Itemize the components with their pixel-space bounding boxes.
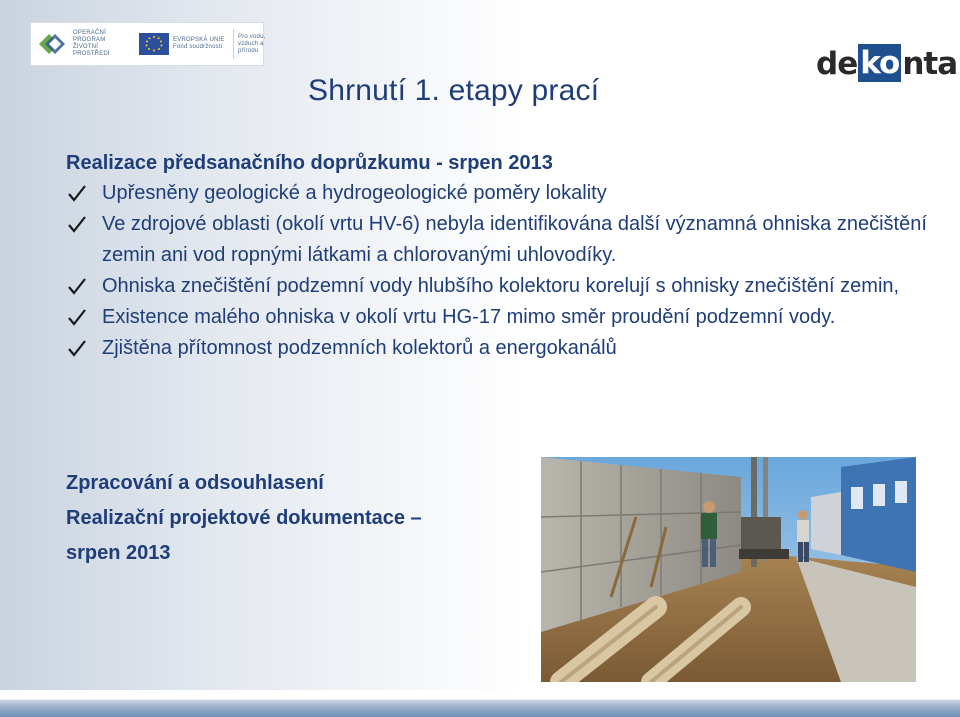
drilling-site-photo bbox=[541, 457, 916, 682]
water-text bbox=[238, 34, 278, 55]
eu-line1: EVROPSKÁ UNIE bbox=[173, 37, 225, 43]
list-item bbox=[66, 302, 946, 333]
bullet-text: Zjištěna přítomnost podzemních kolektorů a energokanálů bbox=[102, 337, 617, 359]
water-line1: Pro vodu, bbox=[238, 33, 266, 40]
section2-line3: srpen 2013 bbox=[66, 542, 171, 564]
eu-flag-icon bbox=[139, 33, 169, 55]
logo-part-nta: nta bbox=[902, 46, 958, 82]
water-line2: vzduch a přírodu bbox=[238, 40, 264, 54]
checkmark-icon bbox=[66, 337, 88, 359]
logo-part-ko: ko bbox=[860, 45, 900, 81]
slide-title: Shrnutí 1. etapy prací bbox=[308, 74, 600, 107]
checkmark-icon bbox=[66, 275, 88, 297]
checkmark-icon bbox=[66, 306, 88, 328]
sponsor-divider bbox=[233, 29, 234, 59]
section1-heading: Realizace předsanačního doprůzkumu - srpen 2013 bbox=[66, 152, 553, 174]
list-item bbox=[66, 271, 946, 302]
section2-line1: Zpracování a odsouhlasení bbox=[66, 472, 324, 494]
bullet-text: Ohniska znečištění podzemní vody hlubšího kolektoru korelují s ohnisky znečištění zemin, bbox=[102, 275, 900, 297]
checkmark-icon bbox=[66, 213, 88, 235]
eu-text bbox=[173, 37, 229, 51]
bullet-text: Ve zdrojové oblasti (okolí vrtu HV-6) nebyla identifikována další významná ohniska znečištění zemin ani vod ropnými látkami a chlorovanými uhlovodíky. bbox=[102, 213, 927, 266]
list-item bbox=[66, 209, 946, 271]
list-item bbox=[66, 333, 946, 364]
op-zp-text bbox=[73, 30, 135, 58]
bullet-text: Existence malého ohniska v okolí vrtu HG-17 mimo směr proudění podzemní vody. bbox=[102, 306, 836, 328]
op-zp-logo-icon bbox=[35, 29, 69, 59]
sponsor-logo-bar bbox=[30, 22, 264, 66]
eu-line2: Fond soudržnosti bbox=[173, 44, 223, 50]
section1-bullet-list bbox=[66, 178, 946, 364]
bottom-stripe bbox=[0, 690, 960, 717]
checkmark-icon bbox=[66, 182, 88, 204]
section2 bbox=[66, 466, 506, 571]
bullet-text: Upřesněny geologické a hydrogeologické poměry lokality bbox=[102, 182, 607, 204]
logo-part-de: de bbox=[816, 46, 858, 82]
main-content bbox=[66, 148, 946, 364]
list-item bbox=[66, 178, 946, 209]
op-line1: OPERAČNÍ PROGRAM bbox=[73, 30, 106, 43]
section2-line2: Realizační projektové dokumentace – bbox=[66, 507, 422, 529]
op-line2: ŽIVOTNÍ PROSTŘEDÍ bbox=[73, 44, 110, 57]
dekonta-logo bbox=[816, 40, 957, 82]
